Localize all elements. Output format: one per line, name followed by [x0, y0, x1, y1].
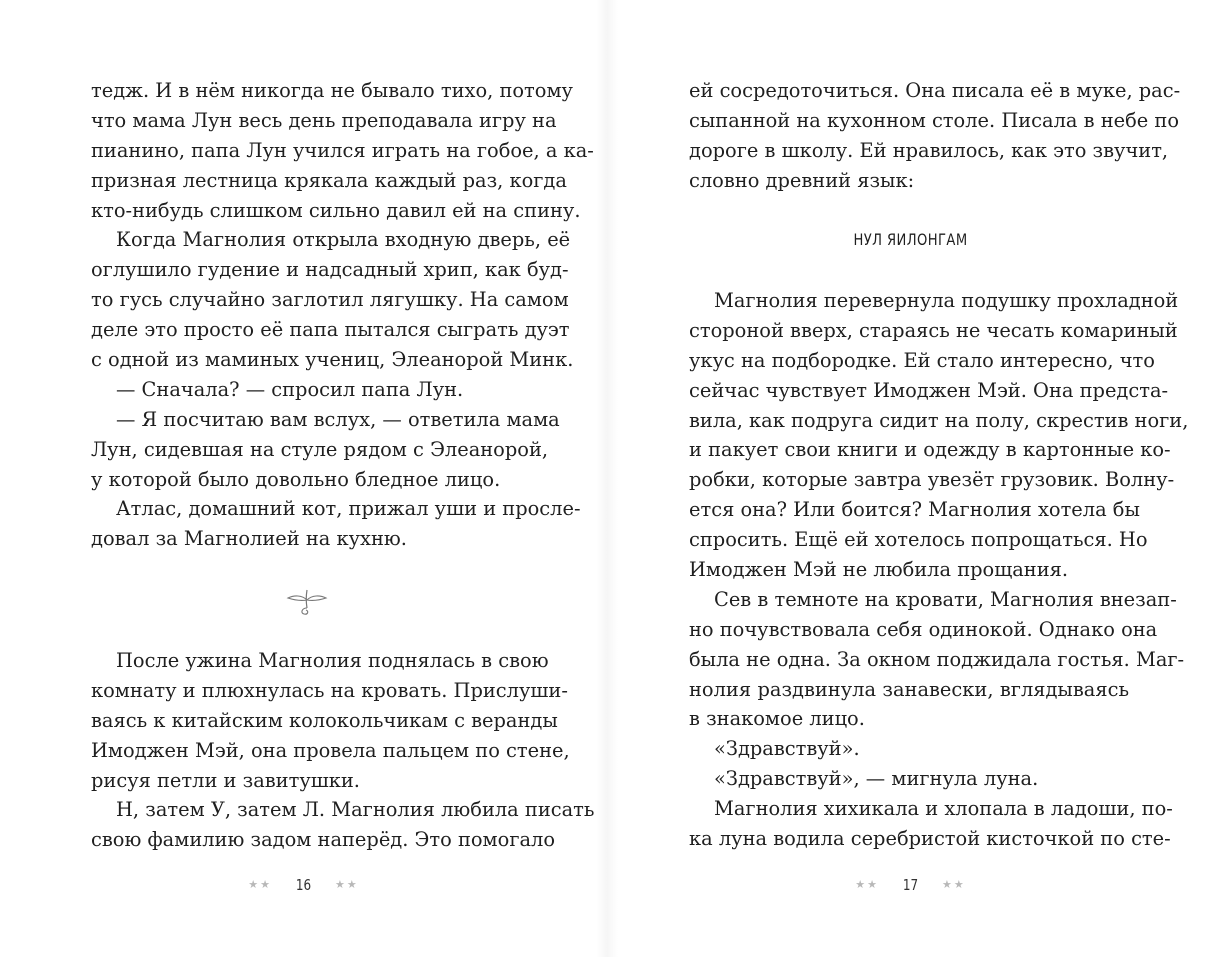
text-line: и пакует свои книги и одежду в картонные ко- [689, 438, 1171, 462]
text-line: Имоджен Мэй не любила прощания. [689, 558, 1069, 582]
text-line: Магнолия хихикала и хлопала в ладоши, по- [714, 797, 1173, 821]
page-number: 16 [295, 876, 312, 894]
flourish-ornament-icon [283, 586, 331, 618]
text-line: ей сосредоточиться. Она писала её в муке, рас- [689, 79, 1181, 102]
text-line: оглушило гудение и надсадный хрип, как буд- [91, 258, 569, 282]
text-line: довал за Магнолией на кухню. [91, 527, 407, 551]
text-line: Когда Магнолия открыла входную дверь, её [116, 228, 571, 252]
text-line: — Сначала? — спросил папа Лун. [116, 377, 464, 401]
text-line: деле это просто её папа пытался сыграть дуэт [91, 318, 570, 342]
text-line: спросить. Ещё ей хотелось попрощаться. Но [689, 528, 1148, 552]
text-line: Имоджен Мэй, она провела пальцем по стене, [91, 738, 570, 762]
text-line: у которой было довольно бледное лицо. [91, 467, 501, 491]
text-line: призная лестница крякала каждый раз, когда [91, 168, 567, 192]
star-icon: ★★ [942, 878, 966, 891]
text-line: кто-нибудь слишком сильно давил ей на спину. [91, 198, 581, 222]
text-line: вила, как подруга сидит на полу, скрестив ноги, [689, 408, 1189, 432]
star-icon: ★★ [248, 878, 272, 891]
text-line: Атлас, домашний кот, прижал уши и просле- [116, 497, 581, 521]
text-line: «Здравствуй», — мигнула луна. [714, 767, 1039, 791]
text-line: тедж. И в нём никогда не бывало тихо, потому [91, 79, 573, 102]
text-line: нолия раздвинула занавески, вглядываясь [689, 677, 1129, 701]
page-number: 17 [902, 876, 919, 894]
text-line: с одной из маминых учениц, Элеанорой Минк. [91, 348, 574, 372]
text-line: Лун, сидевшая на стуле рядом с Элеанорой, [91, 437, 549, 461]
star-icon: ★★ [335, 878, 359, 891]
text-line: Магнолия перевернула подушку прохладной [714, 289, 1179, 312]
text-line: что мама Лун весь день преподавала игру на [91, 108, 557, 132]
text-line: комнату и плюхнулась на кровать. Прислуши- [91, 678, 568, 702]
text-line: — Я посчитаю вам вслух, — ответила мама [116, 407, 560, 431]
text-line: дороге в школу. Ей нравилось, как это звучит, [689, 138, 1169, 162]
text-line: укус на подбородке. Ей стало интересно, что [689, 348, 1155, 372]
text-line: свою фамилию задом наперёд. Это помогало [91, 828, 556, 852]
text-line: ется она? Или боится? Магнолия хотела бы [689, 498, 1140, 522]
text-line: стороной вверх, стараясь не чесать комариный [689, 318, 1178, 342]
star-icon: ★★ [855, 878, 879, 891]
text-line: но почувствовала себя одинокой. Однако она [689, 617, 1158, 641]
text-line: рисуя петли и завитушки. [91, 768, 360, 792]
text-line: то гусь случайно заглотил лягушку. На самом [91, 288, 569, 312]
text-line: «Здравствуй». [714, 737, 860, 761]
page-number-footer [0, 876, 607, 894]
reversed-name-heading: НУЛ ЯИЛОНГАМ [853, 230, 968, 249]
right-page [607, 0, 1214, 957]
text-line: ваясь к китайским колокольчикам с веранды [91, 708, 558, 732]
text-line: словно древний язык: [689, 168, 915, 192]
text-line: сейчас чувствует Имоджен Мэй. Она предста- [689, 378, 1169, 402]
text-line: в знакомое лицо. [689, 707, 865, 731]
text-line: пианино, папа Лун учился играть на гобое, а ка- [91, 138, 594, 162]
left-text-block-2 [91, 646, 595, 855]
text-line: Н, затем У, затем Л. Магнолия любила писать [116, 798, 595, 822]
text-line: была не одна. За окном поджидала гостья. Маг- [689, 647, 1185, 671]
left-text-block-1 [91, 76, 594, 554]
text-line: После ужина Магнолия поднялась в свою [116, 649, 549, 672]
text-line: Сев в темноте на кровати, Магнолия внезап- [714, 587, 1177, 611]
text-line: робки, которые завтра увезёт грузовик. Волну- [689, 468, 1175, 492]
right-text-block-1 [689, 76, 1181, 196]
page-number-footer [607, 876, 1214, 894]
text-line: ка луна водила серебристой кисточкой по сте- [689, 827, 1171, 851]
right-text-block-2 [689, 286, 1189, 854]
text-line: сыпанной на кухонном столе. Писала в небе по [689, 108, 1180, 132]
